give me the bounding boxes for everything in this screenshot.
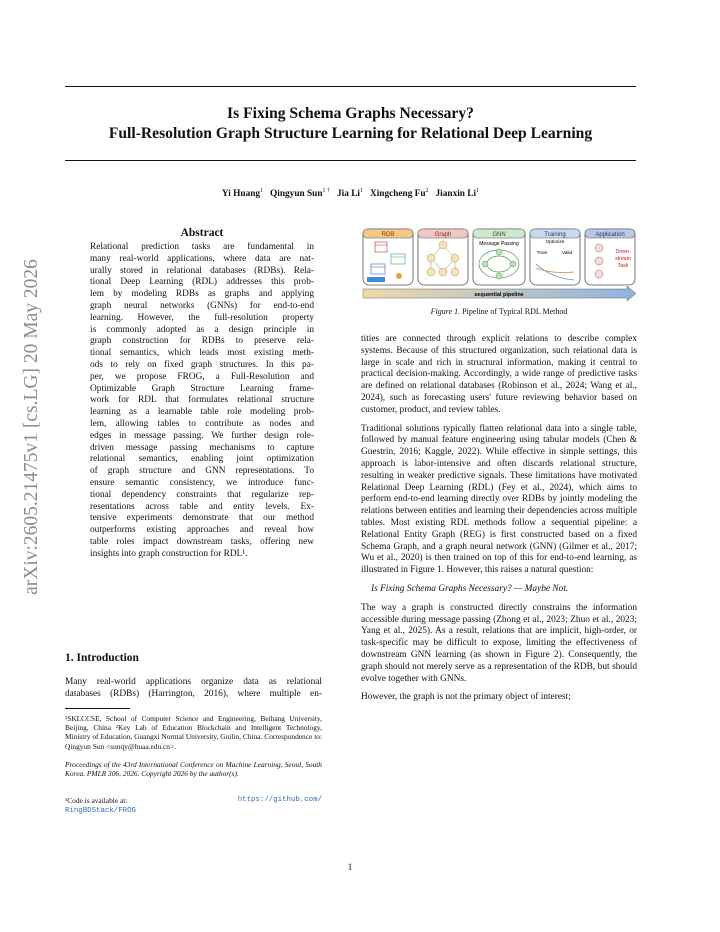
paragraph-graph-construction: The way a graph is constructed directly constrains the information accessible during message passing (Zhong et al., 2023; Zhuo et al., 2023; Yang et al., 2025). As a result, relations that are implicit, high-order, or task-specific may be difficult to expose, limiting the effectiveness of downstream GNN learning (as shown in Figure 2). Consequently, the graph should not merely serve as a representation of the RDB, but should evolve together with GNNs. — [361, 602, 637, 684]
valid-label: Valid — [561, 251, 573, 256]
question-line: Is Fixing Schema Graphs Necessary? — Maybe Not. — [371, 583, 569, 594]
page-number: 1 — [347, 862, 353, 872]
paragraph-traditional: Traditional solutions typically flatten relational data into a single table, followed by manual feature engineering using tabular models (Chen & Guestrin, 2016; Kaggle, 2022). While effective in simple settings, this approach is labor-intensive and often discards relational structure, resulting in weaker predictive signals. These limitations have motivated Relational Deep Learning (RDL) (Fey et al., 2024), which aims to perform end-to-end learning directly over RDBs by jointly modeling the relations between entities and learning their dependencies across multiple tables. Most existing RDL methods follow a sequential pipeline: a Relational Entity Graph (REG) is first constructed based on a fixed Schema Graph, and a graph neural network (GNN) (Gilmer et al., 2017; Wu et al., 2020) is then trained on top of this for end-to-end learning, as illustrated in Figure 1. However, this raises a natural question: — [361, 423, 637, 576]
author-5: Jianxin Li$^1$ — [435, 188, 480, 200]
panel-label-rdb: RDB — [381, 232, 395, 238]
author-4: Xingcheng Fu$^2$ — [369, 188, 429, 200]
figure-1 — [361, 228, 637, 302]
author-2: Qingyun Sun$^{1 \dagger}$ — [270, 188, 331, 200]
message-passing-label: Message Passing — [479, 241, 519, 247]
downstream-label-3: Task — [617, 263, 629, 269]
abstract-line: tional dependency constraints that regularize rep- — [90, 489, 314, 500]
paragraph-however: However, the graph is not the primary object of interest; — [361, 692, 571, 703]
panel-training — [530, 229, 580, 285]
abstract-line: work for RDL that formulates relational structure — [90, 395, 314, 406]
abstract-line: lem, allowing tables to contribute as nodes and — [90, 418, 314, 429]
figure-1-caption — [361, 307, 637, 316]
intro-line: databases (RDBs) (Harrington, 2016), where multiple en- — [65, 688, 322, 699]
abstract-line: many real-world applications, where data are nat- — [90, 253, 314, 264]
panel-label-gnn: GNN — [492, 232, 506, 238]
panel-rdb — [363, 229, 413, 285]
figure-1-caption-label: Figure 1. — [430, 307, 461, 316]
abstract-line: urally stored in relational databases (RDBs). Rela- — [90, 265, 314, 276]
sequential-pipeline-arrow — [363, 286, 636, 301]
author-3: Jia Li$^1$ — [337, 188, 363, 200]
section-heading-introduction: 1. Introduction — [65, 652, 139, 664]
train-label: Train — [536, 251, 548, 256]
abstract-line: of graph structure and GNN representations. To — [90, 466, 314, 477]
panel-gnn — [473, 229, 525, 285]
panel-graph — [418, 229, 468, 285]
abstract-line: per, we propose FROG, a Full-Resolution and — [90, 371, 314, 382]
abstract-heading: Abstract — [180, 227, 224, 239]
paragraph-tities: tities are connected through explicit relations to describe complex systems. Because of this structured organization, such relational data is large in scale and rich in structural information, making it central to practical decision-making. Accordingly, a wide range of predictive tasks are defined on relational databases (Robinson et al., 2024; Wang et al., 2024), such as forecasting users' future reviewing behavior based on customer, product, and review tables. — [361, 334, 637, 415]
panel-label-graph: Graph — [434, 232, 452, 238]
intro-line: Many real-world applications organize data as relational — [65, 677, 322, 687]
abstract-line: ensure semantic consistency, we introduce func- — [90, 477, 314, 488]
right-column — [361, 334, 637, 704]
abstract-line: resentations across table and entity levels. Ex- — [90, 501, 314, 512]
author-1: Yi Huang$^1$ — [221, 188, 264, 200]
proceedings-footnote: Proceedings of the 43rd International Conference on Machine Learning, Seoul, South Korea. PMLR 306, 2026. Copyright 2026 by the author(s). — [65, 760, 322, 779]
abstract-line: ods to rely on fixed graph structures. In this pa- — [90, 359, 314, 370]
title-line-1: Is Fixing Schema Graphs Necessary? — [227, 105, 474, 122]
code-link-continued[interactable]: RingBDStack/FROG — [65, 807, 136, 816]
author-list — [65, 188, 636, 199]
abstract-line: edges in message passing. We further design role- — [90, 430, 314, 441]
abstract-line: learning. However, the full-resolution property — [90, 312, 314, 323]
abstract-line: tensive experiments demonstrate that our method — [90, 513, 314, 524]
abstract-body — [90, 242, 314, 561]
panel-application — [585, 229, 635, 285]
abstract-line: tional semantics, which leads most existing meth- — [90, 348, 314, 359]
code-footnote-prefix: ¹Code is available at: — [65, 796, 128, 805]
abstract-line: relational semantics, enabling joint optimization — [90, 454, 314, 465]
abstract-line: Optimizable Graph Structure Learning frame- — [90, 383, 314, 394]
abstract-line: graph neural networks (GNNs) for end-to-end — [90, 300, 314, 311]
intro-left-text — [65, 677, 322, 701]
abstract-line: lem by modeling RDBs as graphs and applying — [90, 289, 314, 300]
panel-label-application: Application — [595, 232, 625, 238]
abstract-line: insights into graph construction for RDL¹. — [90, 548, 248, 559]
abstract-line: table roles impact downstream tasks, offering new — [90, 536, 314, 547]
abstract-line: learning as a learnable table role modeling prob- — [90, 407, 314, 418]
code-footnote — [65, 796, 322, 816]
arrow-label: sequential pipeline — [474, 292, 524, 298]
top-rule — [65, 86, 636, 87]
abstract-line: is commonly adopted as a design principle in — [90, 324, 314, 335]
pipeline-diagram — [361, 228, 637, 302]
abstract-line: tional Deep Learning (RDL) addresses this prob- — [90, 277, 314, 288]
arxiv-stamp: arXiv:2605.21475v1 [cs.LG] 20 May 2026 — [21, 259, 42, 595]
abstract-line: Relational prediction tasks are fundamental in — [90, 242, 314, 252]
panel-label-training: Training — [544, 232, 566, 238]
optimize-label: Optimize — [545, 240, 565, 245]
title-line-2: Full-Resolution Graph Structure Learning for Relational Deep Learning — [108, 125, 593, 142]
title-bottom-rule — [65, 160, 636, 161]
abstract-line: graph construction for RDBs to preserve rela- — [90, 336, 314, 347]
paper-title — [65, 104, 636, 144]
downstream-label-2: stream — [615, 256, 631, 262]
figure-1-caption-text: Pipeline of Typical RDL Method — [462, 307, 568, 316]
footnote-rule — [65, 708, 130, 709]
abstract-line: outperforms existing approaches and reveal how — [90, 525, 314, 536]
downstream-label-1: Down- — [615, 249, 631, 255]
code-link[interactable]: https://github.com/ — [237, 796, 322, 804]
affiliation-footnote: ¹SKLCCSE, School of Computer Science and Engineering, Beihang University, Beijing, China ²Key Lab of Education Blockchain and Intelligent Technology, Ministry of Education, Guangxi Normal University, Guilin, China. Correspondence to: Qingyun Sun <sunqy@buaa.edu.cn>. — [65, 714, 322, 751]
abstract-line: driven message passing mechanisms to capture — [90, 442, 314, 453]
